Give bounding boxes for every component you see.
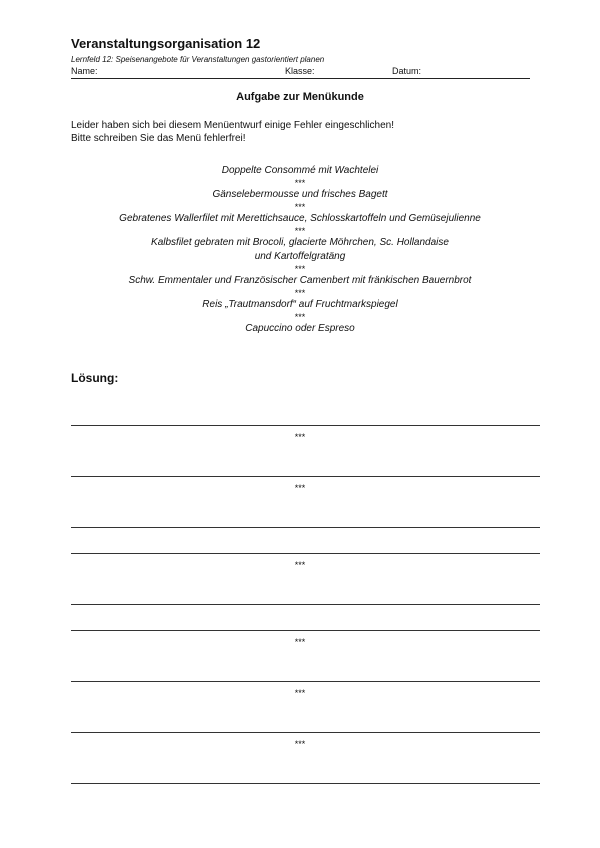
document-header	[71, 36, 540, 79]
answer-separator: ***	[294, 739, 306, 749]
answer-separator: ***	[294, 688, 306, 698]
document-title: Veranstaltungsorganisation 12	[71, 36, 261, 51]
answer-separator: ***	[294, 483, 306, 493]
menu-separator: ***	[294, 288, 306, 298]
menu-course: und Kartoffelgratäng	[254, 251, 346, 262]
class-field-label: Klasse:	[285, 66, 315, 76]
menu-course: Schw. Emmentaler und Französischer Camenbert mit fränkischen Bauernbrot	[128, 275, 472, 286]
answer-line[interactable]	[71, 553, 540, 554]
answer-line[interactable]	[71, 630, 540, 631]
solution-label: Lösung:	[71, 371, 119, 385]
answer-line[interactable]	[71, 476, 540, 477]
menu-course: Reis „Trautmansdorf“ auf Fruchtmarkspiegel	[202, 299, 398, 310]
menu-course: Gebratenes Wallerfilet mit Merettichsauce, Schlosskartoffeln und Gemüsejulienne	[119, 213, 481, 224]
form-fields-row	[71, 66, 530, 79]
task-instructions	[71, 119, 394, 145]
answer-line[interactable]	[71, 425, 540, 426]
answer-line[interactable]	[71, 681, 540, 682]
menu-separator: ***	[294, 312, 306, 322]
answer-line[interactable]	[71, 783, 540, 784]
menu-separator: ***	[294, 178, 306, 188]
menu-course: Gänselebermousse und frisches Bagett	[212, 189, 388, 200]
task-title: Aufgabe zur Menükunde	[236, 91, 364, 103]
instruction-line: Leider haben sich bei diesem Menüentwurf einige Fehler eingeschlichen!	[71, 120, 394, 131]
date-field-label: Datum:	[392, 66, 422, 76]
name-field-label: Name:	[71, 66, 98, 76]
answer-separator: ***	[294, 560, 306, 570]
faulty-menu	[60, 164, 540, 336]
answer-line[interactable]	[71, 527, 540, 528]
answer-line[interactable]	[71, 732, 540, 733]
menu-separator: ***	[294, 202, 306, 212]
menu-course: Capuccino oder Espreso	[245, 323, 355, 334]
menu-course: Kalbsfilet gebraten mit Brocoli, glacierte Möhrchen, Sc. Hollandaise	[151, 237, 449, 248]
answer-line[interactable]	[71, 604, 540, 605]
answer-separator: ***	[294, 432, 306, 442]
document-subtitle: Lernfeld 12: Speisenangebote für Veranstaltungen gastorientiert planen	[71, 55, 325, 64]
menu-separator: ***	[294, 226, 306, 236]
instruction-line: Bitte schreiben Sie das Menü fehlerfrei!	[71, 133, 246, 144]
menu-course: Doppelte Consommé mit Wachtelei	[221, 165, 379, 176]
menu-separator: ***	[294, 264, 306, 274]
answer-separator: ***	[294, 637, 306, 647]
